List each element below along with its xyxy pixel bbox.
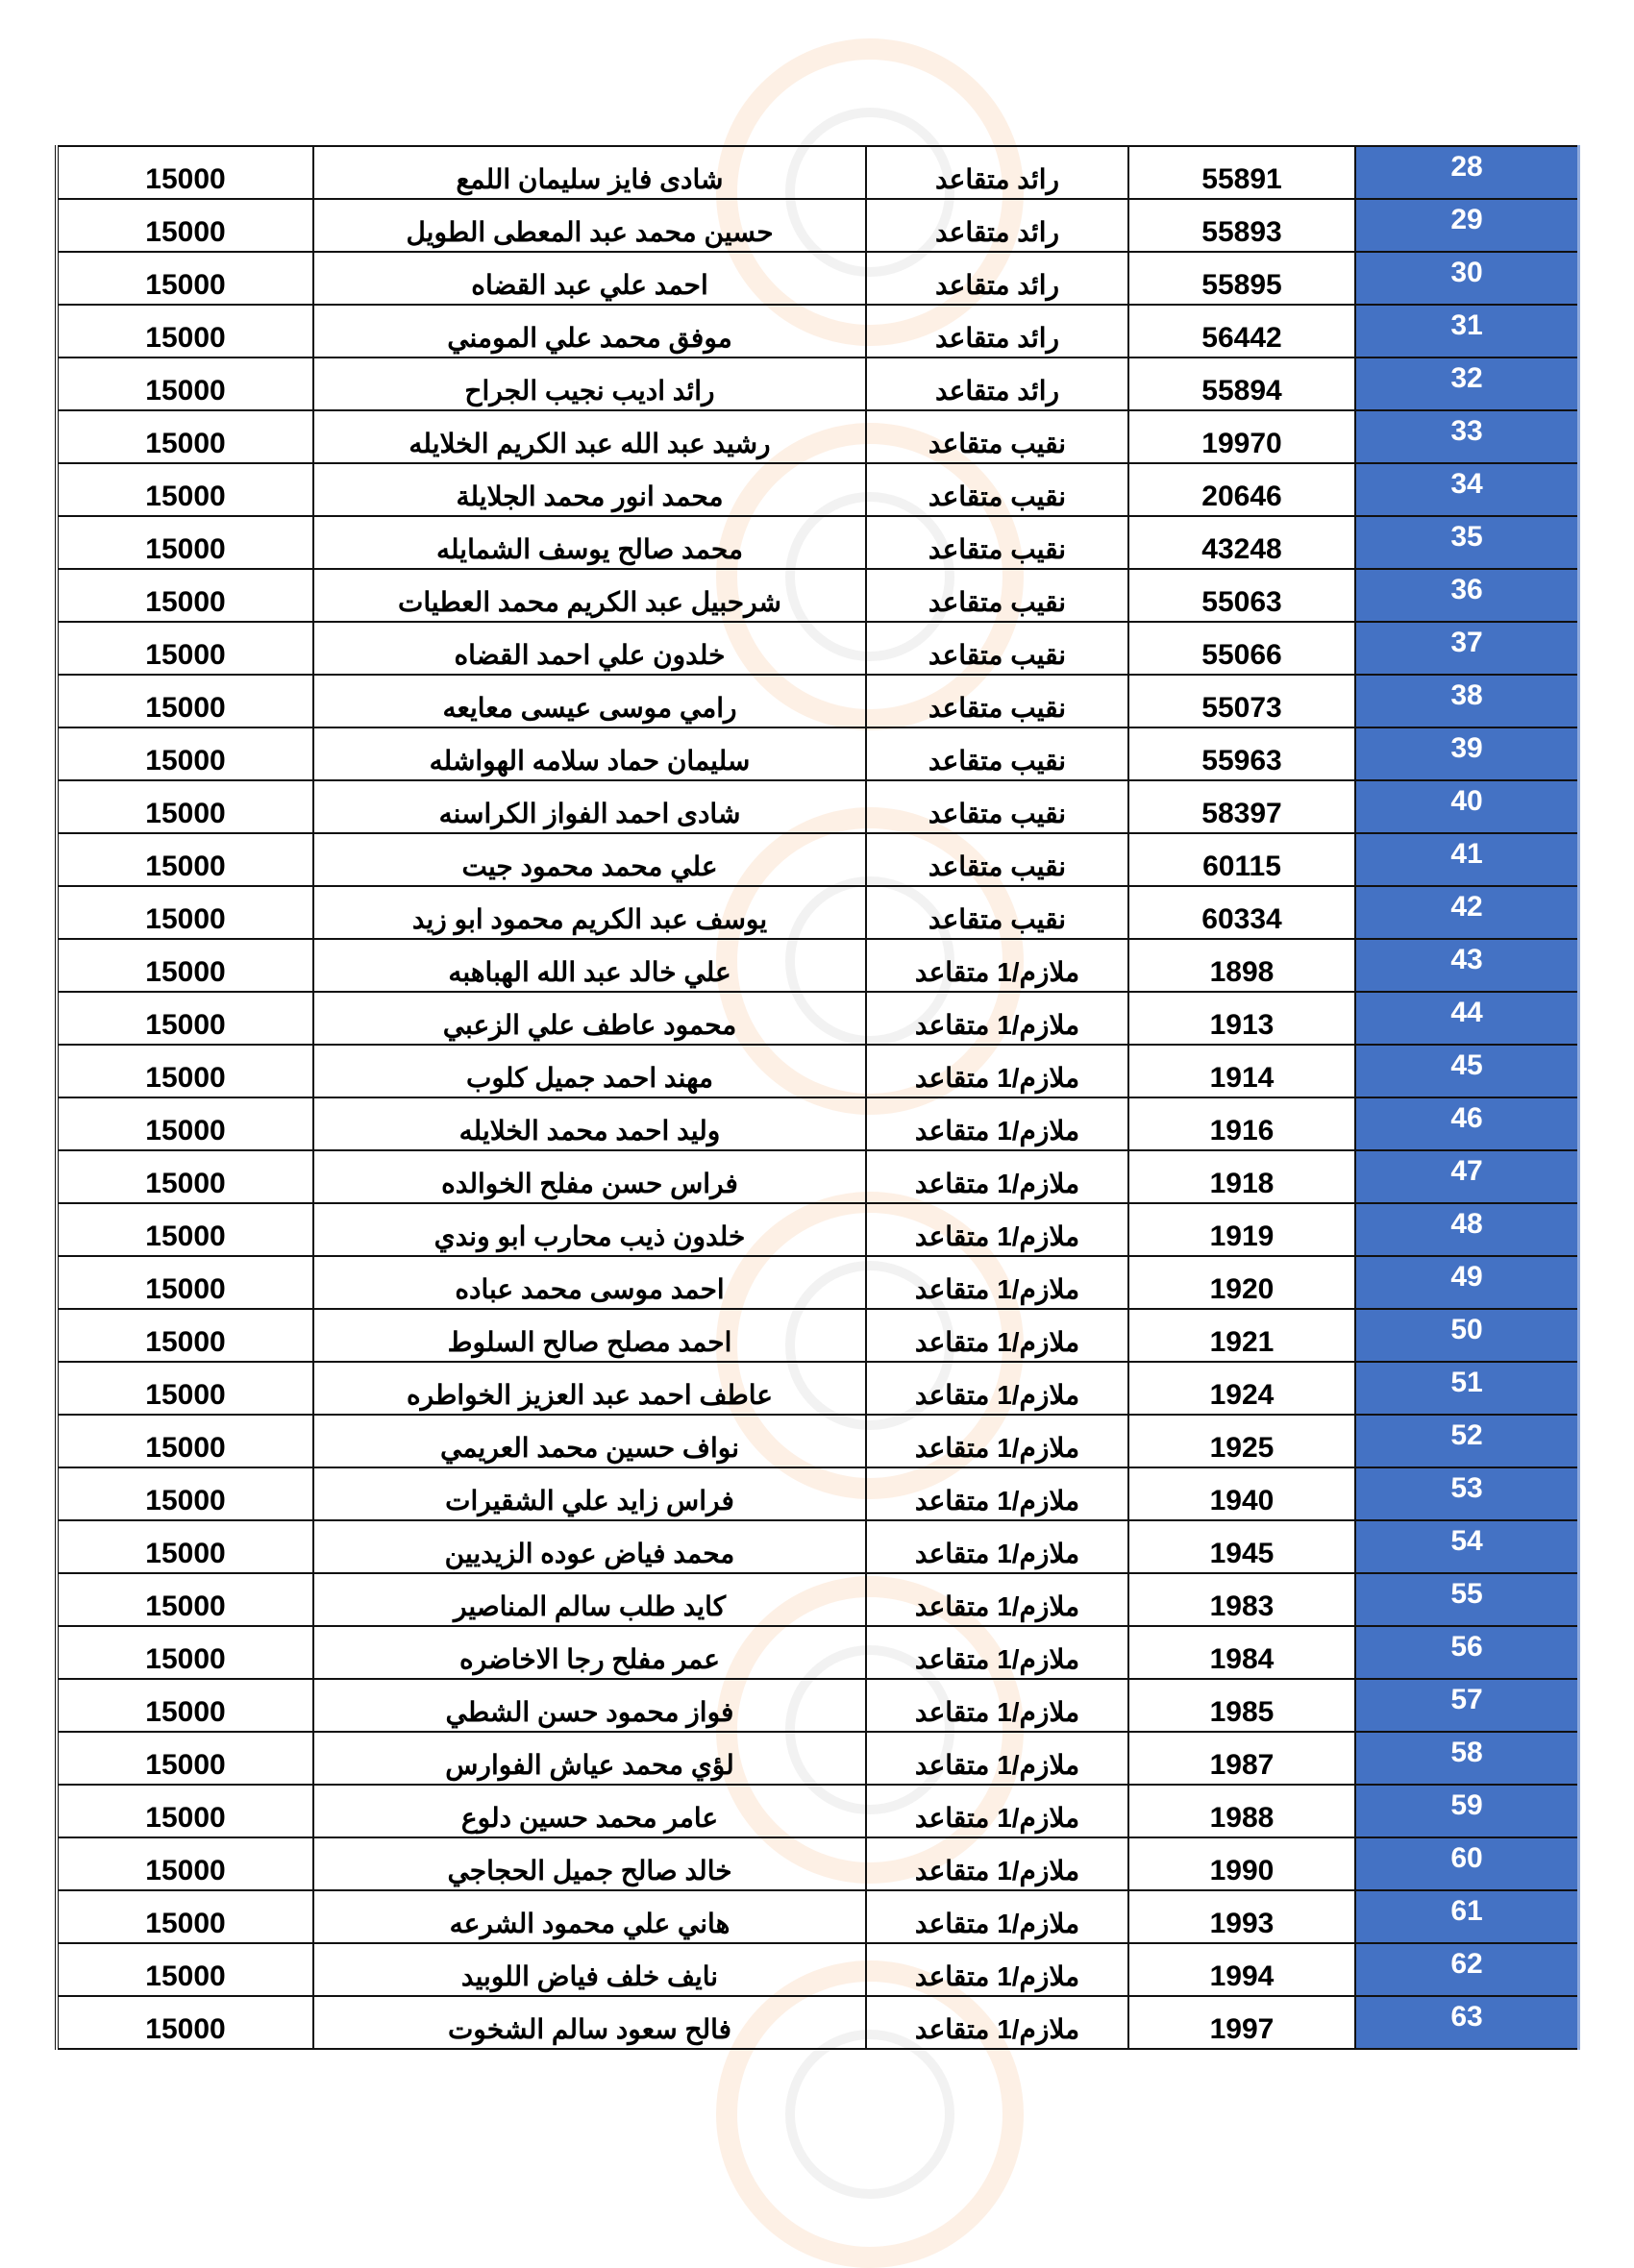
number-cell: 1925: [1128, 1415, 1355, 1467]
table-body: [57, 146, 1579, 2049]
index-cell: 29: [1355, 199, 1579, 252]
retirees-table: [55, 145, 1580, 2050]
rank-cell: ملازم/1 متقاعد: [866, 1309, 1128, 1362]
table-row: [57, 357, 1579, 410]
table-row: [57, 1467, 1579, 1520]
table-row: [57, 463, 1579, 516]
name-cell: علي محمد محمود جيت: [313, 833, 866, 886]
amount-cell: 15000: [57, 1045, 313, 1097]
amount-cell: 15000: [57, 1362, 313, 1415]
amount-cell: 15000: [57, 146, 313, 199]
name-cell: نايف خلف فياض اللوبيد: [313, 1943, 866, 1996]
amount-cell: 15000: [57, 305, 313, 357]
table-row: [57, 886, 1579, 939]
index-cell: 52: [1355, 1415, 1579, 1467]
number-cell: 1918: [1128, 1150, 1355, 1203]
name-cell: محمد فياض عوده الزيديين: [313, 1520, 866, 1573]
amount-cell: 15000: [57, 1890, 313, 1943]
rank-cell: نقيب متقاعد: [866, 410, 1128, 463]
amount-cell: 15000: [57, 410, 313, 463]
rank-cell: ملازم/1 متقاعد: [866, 1150, 1128, 1203]
amount-cell: 15000: [57, 675, 313, 727]
table-row: [57, 1097, 1579, 1150]
name-cell: خلدون علي احمد القضاه: [313, 622, 866, 675]
amount-cell: 15000: [57, 622, 313, 675]
index-cell: 36: [1355, 569, 1579, 622]
rank-cell: نقيب متقاعد: [866, 569, 1128, 622]
rank-cell: ملازم/1 متقاعد: [866, 1626, 1128, 1679]
amount-cell: 15000: [57, 939, 313, 992]
number-cell: 1914: [1128, 1045, 1355, 1097]
index-cell: 43: [1355, 939, 1579, 992]
table-row: [57, 992, 1579, 1045]
index-cell: 45: [1355, 1045, 1579, 1097]
index-cell: 40: [1355, 780, 1579, 833]
name-cell: لؤي محمد عياش الفوارس: [313, 1732, 866, 1785]
index-cell: 38: [1355, 675, 1579, 727]
number-cell: 55963: [1128, 727, 1355, 780]
table-row: [57, 1256, 1579, 1309]
index-cell: 47: [1355, 1150, 1579, 1203]
amount-cell: 15000: [57, 1150, 313, 1203]
table-row: [57, 622, 1579, 675]
number-cell: 19970: [1128, 410, 1355, 463]
amount-cell: 15000: [57, 886, 313, 939]
name-cell: احمد علي عبد القضاه: [313, 252, 866, 305]
name-cell: وليد احمد محمد الخلايله: [313, 1097, 866, 1150]
amount-cell: 15000: [57, 516, 313, 569]
name-cell: هاني علي محمود الشرعه: [313, 1890, 866, 1943]
rank-cell: ملازم/1 متقاعد: [866, 992, 1128, 1045]
number-cell: 1983: [1128, 1573, 1355, 1626]
table-row: [57, 1415, 1579, 1467]
amount-cell: 15000: [57, 992, 313, 1045]
number-cell: 55066: [1128, 622, 1355, 675]
rank-cell: رائد متقاعد: [866, 199, 1128, 252]
index-cell: 44: [1355, 992, 1579, 1045]
name-cell: فالح سعود سالم الشخوت: [313, 1996, 866, 2049]
rank-cell: نقيب متقاعد: [866, 727, 1128, 780]
rank-cell: ملازم/1 متقاعد: [866, 1573, 1128, 1626]
index-cell: 41: [1355, 833, 1579, 886]
amount-cell: 15000: [57, 1467, 313, 1520]
index-cell: 50: [1355, 1309, 1579, 1362]
table-row: [57, 305, 1579, 357]
number-cell: 1990: [1128, 1837, 1355, 1890]
table-row: [57, 780, 1579, 833]
name-cell: محمد صالح يوسف الشمايله: [313, 516, 866, 569]
table-row: [57, 1203, 1579, 1256]
index-cell: 37: [1355, 622, 1579, 675]
table-row: [57, 1150, 1579, 1203]
rank-cell: نقيب متقاعد: [866, 675, 1128, 727]
number-cell: 1921: [1128, 1309, 1355, 1362]
number-cell: 1994: [1128, 1943, 1355, 1996]
index-cell: 35: [1355, 516, 1579, 569]
table-row: [57, 1309, 1579, 1362]
index-cell: 55: [1355, 1573, 1579, 1626]
index-cell: 56: [1355, 1626, 1579, 1679]
table-row: [57, 675, 1579, 727]
rank-cell: نقيب متقاعد: [866, 886, 1128, 939]
rank-cell: نقيب متقاعد: [866, 622, 1128, 675]
table-row: [57, 199, 1579, 252]
number-cell: 55895: [1128, 252, 1355, 305]
number-cell: 1916: [1128, 1097, 1355, 1150]
number-cell: 1987: [1128, 1732, 1355, 1785]
rank-cell: ملازم/1 متقاعد: [866, 1045, 1128, 1097]
rank-cell: ملازم/1 متقاعد: [866, 1943, 1128, 1996]
amount-cell: 15000: [57, 1415, 313, 1467]
number-cell: 55891: [1128, 146, 1355, 199]
rank-cell: رائد متقاعد: [866, 146, 1128, 199]
name-cell: سليمان حماد سلامه الهواشله: [313, 727, 866, 780]
table-row: [57, 1996, 1579, 2049]
table-row: [57, 1890, 1579, 1943]
amount-cell: 15000: [57, 1785, 313, 1837]
rank-cell: ملازم/1 متقاعد: [866, 1415, 1128, 1467]
name-cell: احمد موسى محمد عباده: [313, 1256, 866, 1309]
table-row: [57, 1785, 1579, 1837]
table-row: [57, 1943, 1579, 1996]
amount-cell: 15000: [57, 1309, 313, 1362]
name-cell: رائد اديب نجيب الجراح: [313, 357, 866, 410]
number-cell: 1920: [1128, 1256, 1355, 1309]
number-cell: 1913: [1128, 992, 1355, 1045]
number-cell: 1945: [1128, 1520, 1355, 1573]
name-cell: رامي موسى عيسى معايعه: [313, 675, 866, 727]
number-cell: 1898: [1128, 939, 1355, 992]
index-cell: 33: [1355, 410, 1579, 463]
table-row: [57, 1573, 1579, 1626]
index-cell: 30: [1355, 252, 1579, 305]
amount-cell: 15000: [57, 1256, 313, 1309]
table-row: [57, 1679, 1579, 1732]
table-row: [57, 1520, 1579, 1573]
name-cell: حسين محمد عبد المعطى الطويل: [313, 199, 866, 252]
table-row: [57, 1837, 1579, 1890]
number-cell: 56442: [1128, 305, 1355, 357]
amount-cell: 15000: [57, 1837, 313, 1890]
name-cell: عاطف احمد عبد العزيز الخواطره: [313, 1362, 866, 1415]
rank-cell: ملازم/1 متقاعد: [866, 1097, 1128, 1150]
name-cell: شادى احمد الفواز الكراسنه: [313, 780, 866, 833]
amount-cell: 15000: [57, 727, 313, 780]
rank-cell: رائد متقاعد: [866, 252, 1128, 305]
number-cell: 1988: [1128, 1785, 1355, 1837]
index-cell: 39: [1355, 727, 1579, 780]
rank-cell: ملازم/1 متقاعد: [866, 1837, 1128, 1890]
amount-cell: 15000: [57, 833, 313, 886]
rank-cell: نقيب متقاعد: [866, 463, 1128, 516]
index-cell: 34: [1355, 463, 1579, 516]
table-row: [57, 939, 1579, 992]
index-cell: 54: [1355, 1520, 1579, 1573]
index-cell: 62: [1355, 1943, 1579, 1996]
name-cell: محمد انور محمد الجلايلة: [313, 463, 866, 516]
number-cell: 55063: [1128, 569, 1355, 622]
rank-cell: نقيب متقاعد: [866, 780, 1128, 833]
amount-cell: 15000: [57, 252, 313, 305]
rank-cell: ملازم/1 متقاعد: [866, 1890, 1128, 1943]
name-cell: موفق محمد علي المومني: [313, 305, 866, 357]
amount-cell: 15000: [57, 1573, 313, 1626]
rank-cell: نقيب متقاعد: [866, 516, 1128, 569]
number-cell: 1924: [1128, 1362, 1355, 1415]
amount-cell: 15000: [57, 1626, 313, 1679]
number-cell: 55894: [1128, 357, 1355, 410]
name-cell: محمود عاطف علي الزعبي: [313, 992, 866, 1045]
rank-cell: ملازم/1 متقاعد: [866, 1679, 1128, 1732]
number-cell: 55893: [1128, 199, 1355, 252]
name-cell: خلدون ذيب محارب ابو وندي: [313, 1203, 866, 1256]
rank-cell: ملازم/1 متقاعد: [866, 1362, 1128, 1415]
rank-cell: ملازم/1 متقاعد: [866, 1785, 1128, 1837]
rank-cell: رائد متقاعد: [866, 305, 1128, 357]
number-cell: 1919: [1128, 1203, 1355, 1256]
number-cell: 43248: [1128, 516, 1355, 569]
name-cell: شرحبيل عبد الكريم محمد العطيات: [313, 569, 866, 622]
index-cell: 63: [1355, 1996, 1579, 2049]
name-cell: علي خالد عبد الله الهباهبه: [313, 939, 866, 992]
table-row: [57, 146, 1579, 199]
name-cell: فراس زايد علي الشقيرات: [313, 1467, 866, 1520]
table-row: [57, 410, 1579, 463]
rank-cell: ملازم/1 متقاعد: [866, 939, 1128, 992]
index-cell: 58: [1355, 1732, 1579, 1785]
number-cell: 55073: [1128, 675, 1355, 727]
number-cell: 60115: [1128, 833, 1355, 886]
name-cell: فواز محمود حسن الشطي: [313, 1679, 866, 1732]
amount-cell: 15000: [57, 1679, 313, 1732]
number-cell: 1985: [1128, 1679, 1355, 1732]
name-cell: خالد صالح جميل الحجاجي: [313, 1837, 866, 1890]
table-row: [57, 252, 1579, 305]
index-cell: 48: [1355, 1203, 1579, 1256]
table-row: [57, 1045, 1579, 1097]
number-cell: 1940: [1128, 1467, 1355, 1520]
index-cell: 31: [1355, 305, 1579, 357]
rank-cell: ملازم/1 متقاعد: [866, 1256, 1128, 1309]
index-cell: 32: [1355, 357, 1579, 410]
number-cell: 1993: [1128, 1890, 1355, 1943]
number-cell: 1984: [1128, 1626, 1355, 1679]
index-cell: 59: [1355, 1785, 1579, 1837]
rank-cell: ملازم/1 متقاعد: [866, 1520, 1128, 1573]
amount-cell: 15000: [57, 1097, 313, 1150]
number-cell: 58397: [1128, 780, 1355, 833]
index-cell: 60: [1355, 1837, 1579, 1890]
rank-cell: ملازم/1 متقاعد: [866, 1467, 1128, 1520]
index-cell: 49: [1355, 1256, 1579, 1309]
index-cell: 42: [1355, 886, 1579, 939]
name-cell: رشيد عبد الله عبد الكريم الخلايله: [313, 410, 866, 463]
index-cell: 51: [1355, 1362, 1579, 1415]
table-row: [57, 1362, 1579, 1415]
name-cell: احمد مصلح صالح السلوط: [313, 1309, 866, 1362]
rank-cell: نقيب متقاعد: [866, 833, 1128, 886]
name-cell: عمر مفلح رجا الاخاضره: [313, 1626, 866, 1679]
rank-cell: رائد متقاعد: [866, 357, 1128, 410]
amount-cell: 15000: [57, 463, 313, 516]
amount-cell: 15000: [57, 1520, 313, 1573]
amount-cell: 15000: [57, 199, 313, 252]
amount-cell: 15000: [57, 1732, 313, 1785]
table-row: [57, 833, 1579, 886]
index-cell: 28: [1355, 146, 1579, 199]
table-row: [57, 727, 1579, 780]
index-cell: 57: [1355, 1679, 1579, 1732]
amount-cell: 15000: [57, 1996, 313, 2049]
amount-cell: 15000: [57, 569, 313, 622]
number-cell: 60334: [1128, 886, 1355, 939]
number-cell: 1997: [1128, 1996, 1355, 2049]
number-cell: 20646: [1128, 463, 1355, 516]
name-cell: يوسف عبد الكريم محمود ابو زيد: [313, 886, 866, 939]
table-row: [57, 1626, 1579, 1679]
name-cell: نواف حسين محمد العريمي: [313, 1415, 866, 1467]
index-cell: 46: [1355, 1097, 1579, 1150]
amount-cell: 15000: [57, 780, 313, 833]
index-cell: 53: [1355, 1467, 1579, 1520]
rank-cell: ملازم/1 متقاعد: [866, 1996, 1128, 2049]
amount-cell: 15000: [57, 1203, 313, 1256]
table-row: [57, 1732, 1579, 1785]
rank-cell: ملازم/1 متقاعد: [866, 1203, 1128, 1256]
name-cell: فراس حسن مفلح الخوالده: [313, 1150, 866, 1203]
name-cell: مهند احمد جميل كلوب: [313, 1045, 866, 1097]
name-cell: شادى فايز سليمان اللمع: [313, 146, 866, 199]
index-cell: 61: [1355, 1890, 1579, 1943]
table-row: [57, 569, 1579, 622]
amount-cell: 15000: [57, 1943, 313, 1996]
name-cell: عامر محمد حسين دلوع: [313, 1785, 866, 1837]
table-row: [57, 516, 1579, 569]
rank-cell: ملازم/1 متقاعد: [866, 1732, 1128, 1785]
name-cell: كايد طلب سالم المناصير: [313, 1573, 866, 1626]
amount-cell: 15000: [57, 357, 313, 410]
